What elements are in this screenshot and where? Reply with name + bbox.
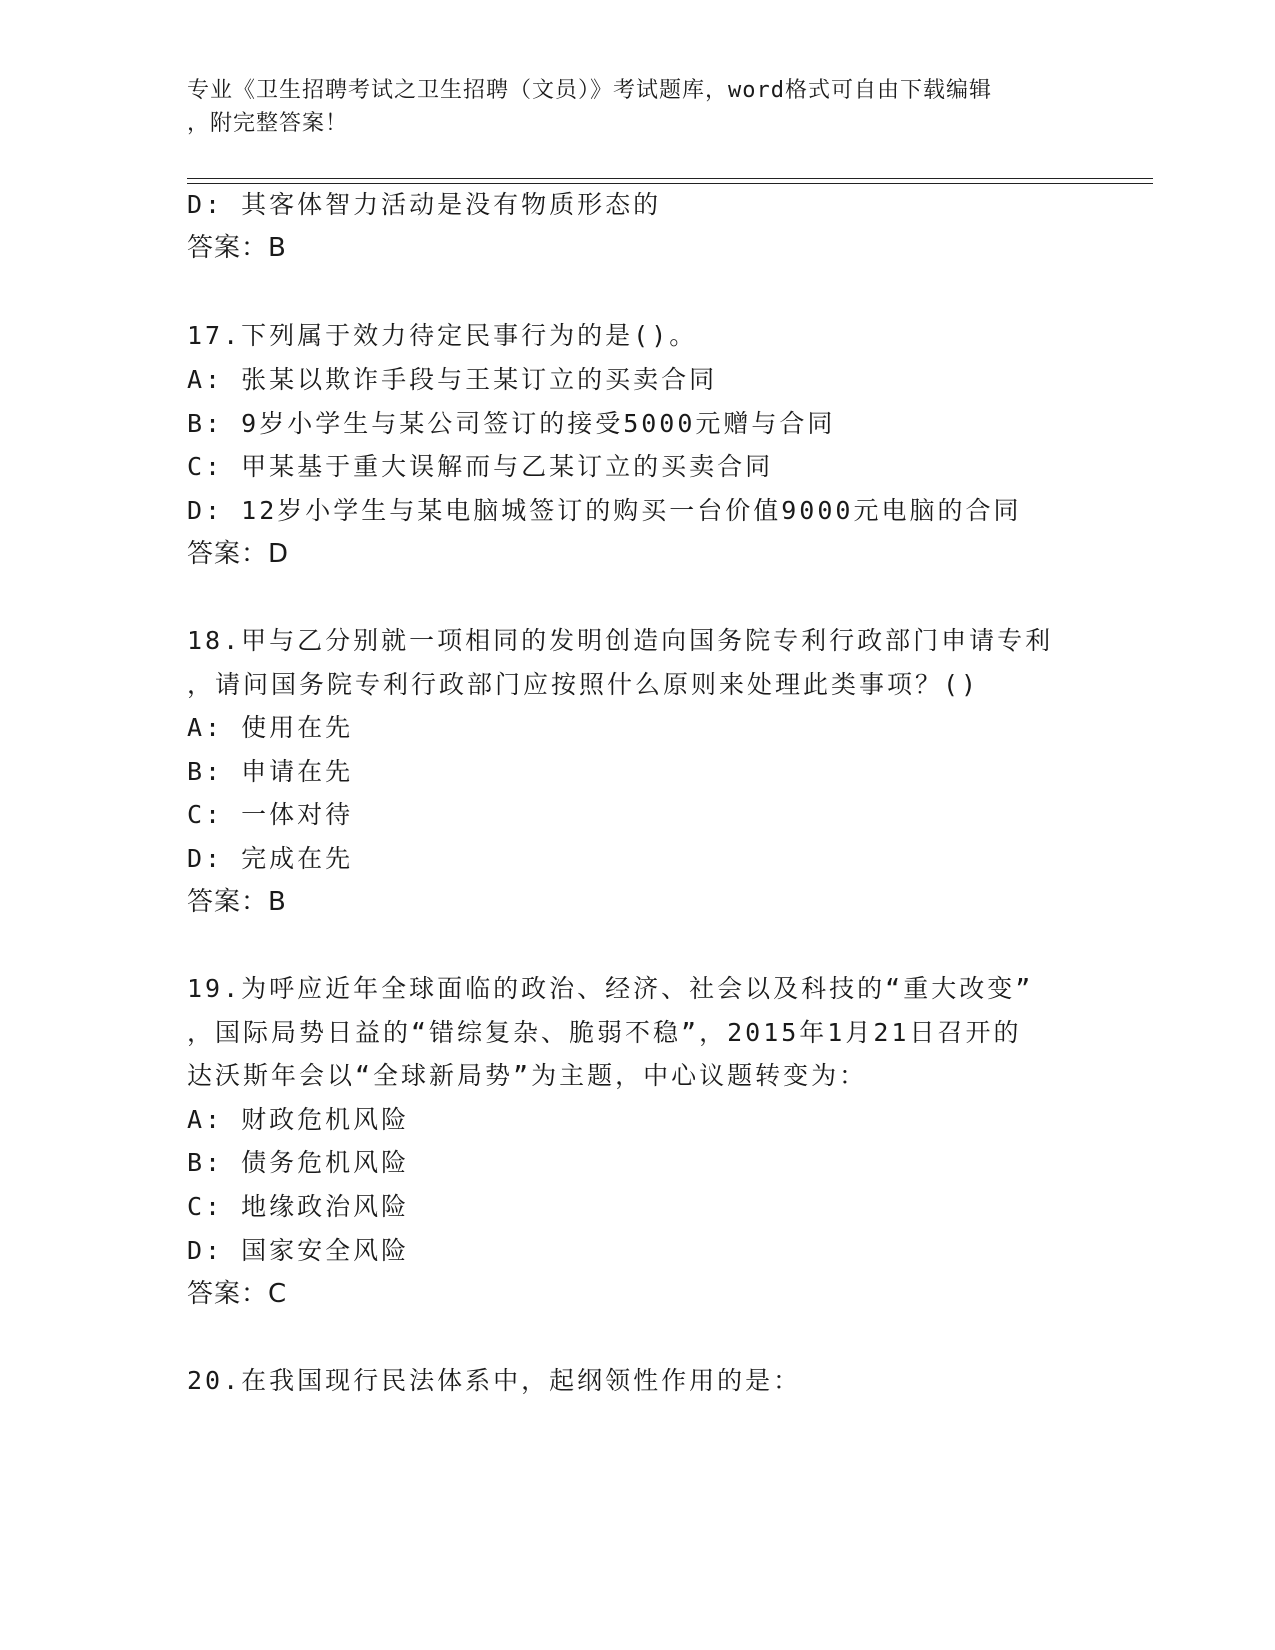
q19-answer: 答案：C — [187, 1279, 288, 1309]
prev-option-d: D: 其客体智力活动是没有物质形态的 — [187, 190, 662, 219]
q19-option-a: A: 财政危机风险 — [187, 1105, 410, 1134]
document-header — [187, 74, 1087, 140]
q19-stem-line-1: 19.为呼应近年全球面临的政治、经济、社会以及科技的“重大改变” — [187, 974, 1034, 1003]
q18-stem-line-2: ，请问国务院专利行政部门应按照什么原则来处理此类事项？() — [187, 670, 980, 699]
q19-option-b: B: 债务危机风险 — [187, 1148, 410, 1177]
q17-option-b: B: 9岁小学生与某公司签订的接受5000元赠与合同 — [187, 409, 836, 438]
q20-stem: 20.在我国现行民法体系中，起纲领性作用的是： — [187, 1366, 802, 1395]
q17-option-d: D: 12岁小学生与某电脑城签订的购买一台价值9000元电脑的合同 — [187, 496, 1022, 525]
q18-answer: 答案：B — [187, 887, 287, 917]
q17-stem: 17.下列属于效力待定民事行为的是()。 — [187, 321, 698, 350]
q17-answer: 答案：D — [187, 539, 290, 569]
header-divider-top — [187, 178, 1153, 179]
q19-option-c: C: 地缘政治风险 — [187, 1192, 410, 1221]
q19-stem-line-2: ，国际局势日益的“错综复杂、脆弱不稳”，2015年1月21日召开的 — [187, 1018, 1022, 1047]
q18-option-a: A: 使用在先 — [187, 713, 354, 742]
header-line-1: 专业《卫生招聘考试之卫生招聘（文员）》考试题库，word格式可自由下载编辑 — [187, 78, 992, 103]
q18-option-c: C: 一体对待 — [187, 800, 354, 829]
prev-answer: 答案：B — [187, 233, 287, 263]
q17-option-c: C: 甲某基于重大误解而与乙某订立的买卖合同 — [187, 452, 774, 481]
header-divider-bottom — [187, 183, 1153, 184]
q17-option-a: A: 张某以欺诈手段与王某订立的买卖合同 — [187, 365, 718, 394]
q18-option-b: B: 申请在先 — [187, 757, 354, 786]
q18-stem-line-1: 18.甲与乙分别就一项相同的发明创造向国务院专利行政部门申请专利 — [187, 626, 1054, 655]
header-line-2: ，附完整答案！ — [187, 111, 349, 136]
q18-option-d: D: 完成在先 — [187, 844, 354, 873]
q19-option-d: D: 国家安全风险 — [187, 1236, 410, 1265]
q19-stem-line-3: 达沃斯年会以“全球新局势”为主题，中心议题转变为： — [187, 1061, 868, 1090]
